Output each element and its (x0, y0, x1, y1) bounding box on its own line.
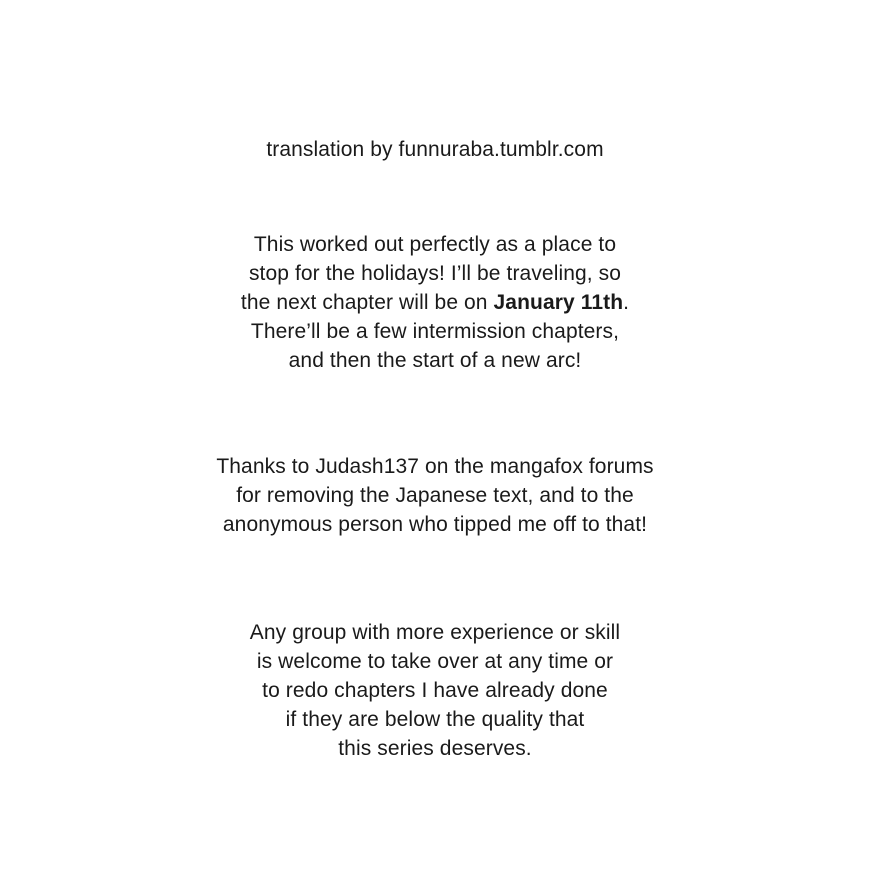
offer-line-5: this series deserves. (338, 737, 532, 760)
offer-line-2: is welcome to take over at any time or (256, 650, 614, 673)
credit-line: translation by funnuraba.tumblr.com (266, 138, 604, 161)
thanks-line-3: anonymous person who tipped me off to that! (222, 513, 648, 536)
thanks-paragraph (0, 452, 870, 539)
notice-line-2: stop for the holidays! I’ll be traveling, so (248, 262, 622, 285)
next-chapter-date: January 11th (493, 291, 624, 314)
offer-line-1: Any group with more experience or skill (249, 621, 621, 644)
thanks-line-2: for removing the Japanese text, and to the (236, 484, 634, 507)
translation-credit (0, 135, 870, 164)
notice-line-5: and then the start of a new arc! (288, 349, 582, 372)
notice-line-4: There’ll be a few intermission chapters, (250, 320, 620, 343)
offer-line-4: if they are below the quality that (285, 708, 585, 731)
notice-line-1: This worked out perfectly as a place to (253, 233, 617, 256)
notice-line-3-prefix: the next chapter will be on (240, 291, 494, 314)
notice-line-3 (0, 288, 870, 317)
takeover-offer-paragraph (0, 618, 870, 763)
offer-line-3: to redo chapters I have already done (262, 679, 608, 702)
thanks-line-1: Thanks to Judash137 on the mangafox forums (216, 455, 654, 478)
notice-line-3-suffix: . (623, 291, 630, 314)
holiday-notice-paragraph (0, 230, 870, 375)
